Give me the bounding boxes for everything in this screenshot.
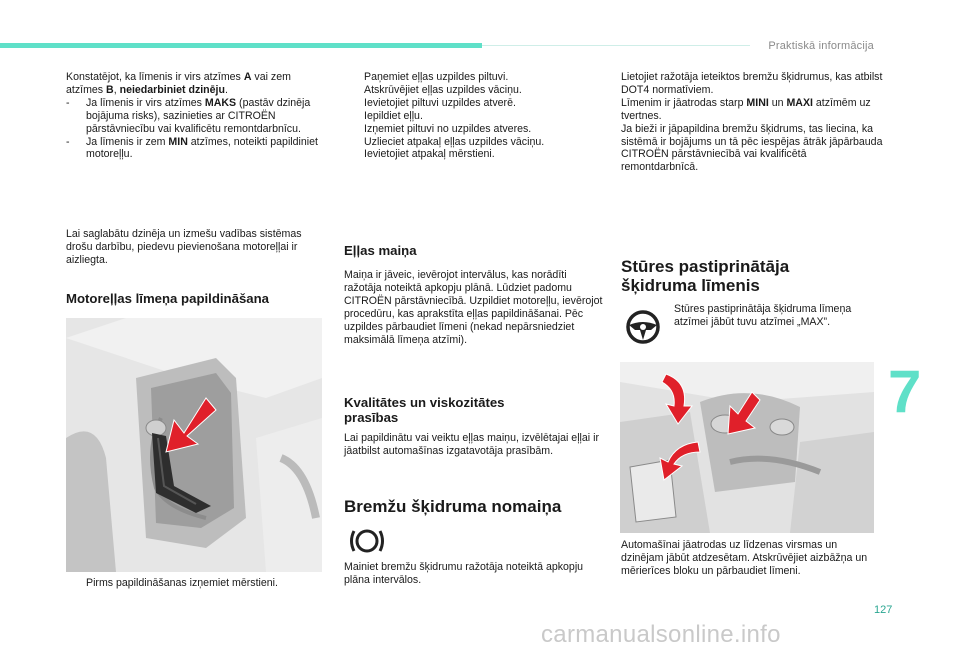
list-item: Uzlieciet atpakaļ eļļas uzpildes vāciņu. [364, 135, 545, 148]
list-item: Iepildiet eļļu. [364, 109, 423, 122]
power-steering-heading [621, 257, 883, 295]
list-item: Izņemiet piltuvi no uzpildes atveres. [364, 122, 532, 135]
power-steering-check-paragraph: Automašīnai jāatrodas uz līdzenas virsmas un dzinējam jābūt atdzesētam. Atskrūvējiet aizbāžņa un mērierīces bloku un pārbaudiet līmeni. [621, 539, 868, 577]
quality-heading-line: prasības [344, 410, 399, 425]
quality-heading-line: Kvalitātes un viskozitātes [344, 395, 505, 410]
brake-fluid-details [621, 71, 883, 174]
additive-warning-paragraph: Lai saglabātu dzinēja un izmešu vadības sistēmas drošu darbību, piedevu pievienošana motoreļļai ir aizliegta. [66, 228, 302, 266]
oil-topup-heading: Motoreļļas līmeņa papildināšana [66, 291, 269, 306]
list-item: Ievietojiet atpakaļ mērstieni. [364, 148, 495, 161]
list-item: Paņemiet eļļas uzpildes piltuvi. [364, 71, 509, 83]
brake-level-paragraph: Līmenim ir jāatrodas starp MINI un MAXI atzīmēm uz tvertnes. [621, 96, 871, 122]
list-item: Pirms papildināšanas izņemiet mērstieni. [86, 577, 278, 589]
section-label: Praktiskā informācija [768, 40, 874, 52]
oil-change-heading: Eļļas maiņa [344, 243, 417, 258]
oil-filler-photo [66, 318, 322, 572]
chapter-number: 7 [888, 358, 922, 425]
power-steering-reservoir-illustration [620, 362, 874, 533]
power-steering-photo [620, 362, 874, 533]
oil-change-paragraph: Maiņa ir jāveic, ievērojot intervālus, kas norādīti ražotāja noteiktā apkopju plānā. Lūdziet padomu CITROËN pārstāvniecībā. Uzpildiet motoreļļu, ievērojot procedūru, kas aprakstīta eļļas papildināšanai. Pēc uzpildes pārbaudiet līmeni (nekad nepārsniedziet maksimālā līmeņa atzīmi). [344, 269, 603, 346]
steering-wheel-icon [622, 306, 664, 348]
intro-paragraph: Konstatējot, ka līmenis ir virs atzīmes A vai zem atzīmes B, neiedarbiniet dzinēju. [66, 71, 291, 96]
brake-fluid-paragraph: Mainiet bremžu šķidrumu ražotāja noteiktā apkopju plāna intervālos. [344, 561, 584, 586]
page-number: 127 [874, 604, 893, 616]
power-steering-paragraph: Stūres pastiprinātāja šķidruma līmeņa atzīmei jābūt tuvu atzīmei „MAX”. [674, 303, 852, 328]
topup-steps-list [344, 71, 606, 161]
power-steering-heading-line: šķidruma līmenis [621, 276, 760, 295]
header-rule [482, 45, 750, 46]
list-item: - Ja līmenis ir zem MIN atzīmes, noteikti papildiniet motoreļļu. [66, 135, 318, 161]
list-item: - Ja līmenis ir virs atzīmes MAKS (pastāv dzinēja bojājuma risks), sazinieties ar CITROËN pārstāvniecību vai kvalificētu remontdarbnīcu. [66, 96, 311, 135]
power-steering-heading-line: Stūres pastiprinātāja [621, 257, 790, 276]
brake-frequent-paragraph: Ja bieži ir jāpapildina bremžu šķidrums, tas liecina, ka sistēmā ir bojājums un tā pēc iespējas ātrāk jāpārbauda CITROËN pārstāvniecībā vai kvalificētā remontdarbnīcā. [621, 122, 883, 174]
quality-paragraph: Lai papildinātu vai veiktu eļļas maiņu, izvēlētajai eļļai ir jāatbilst automašīnas izgatavotāja prasībām. [344, 432, 599, 457]
brake-fluid-heading: Bremžu šķidruma nomaiņa [344, 497, 562, 516]
engine-bay-illustration [66, 318, 322, 572]
quality-heading [344, 395, 606, 425]
header-accent-bar [0, 43, 482, 48]
list-item: Ievietojiet piltuvi uzpildes atverē. [364, 96, 516, 109]
brake-warning-icon [348, 526, 386, 556]
watermark: carmanualsonline.info [541, 621, 781, 648]
list-item: Atskrūvējiet eļļas uzpildes vāciņu. [364, 83, 522, 96]
remove-dipstick-step [66, 577, 324, 590]
oil-level-intro [66, 71, 324, 161]
brake-spec-paragraph: Lietojiet ražotāja ieteiktos bremžu šķidrumus, kas atbilst DOT4 normatīviem. [621, 71, 883, 96]
